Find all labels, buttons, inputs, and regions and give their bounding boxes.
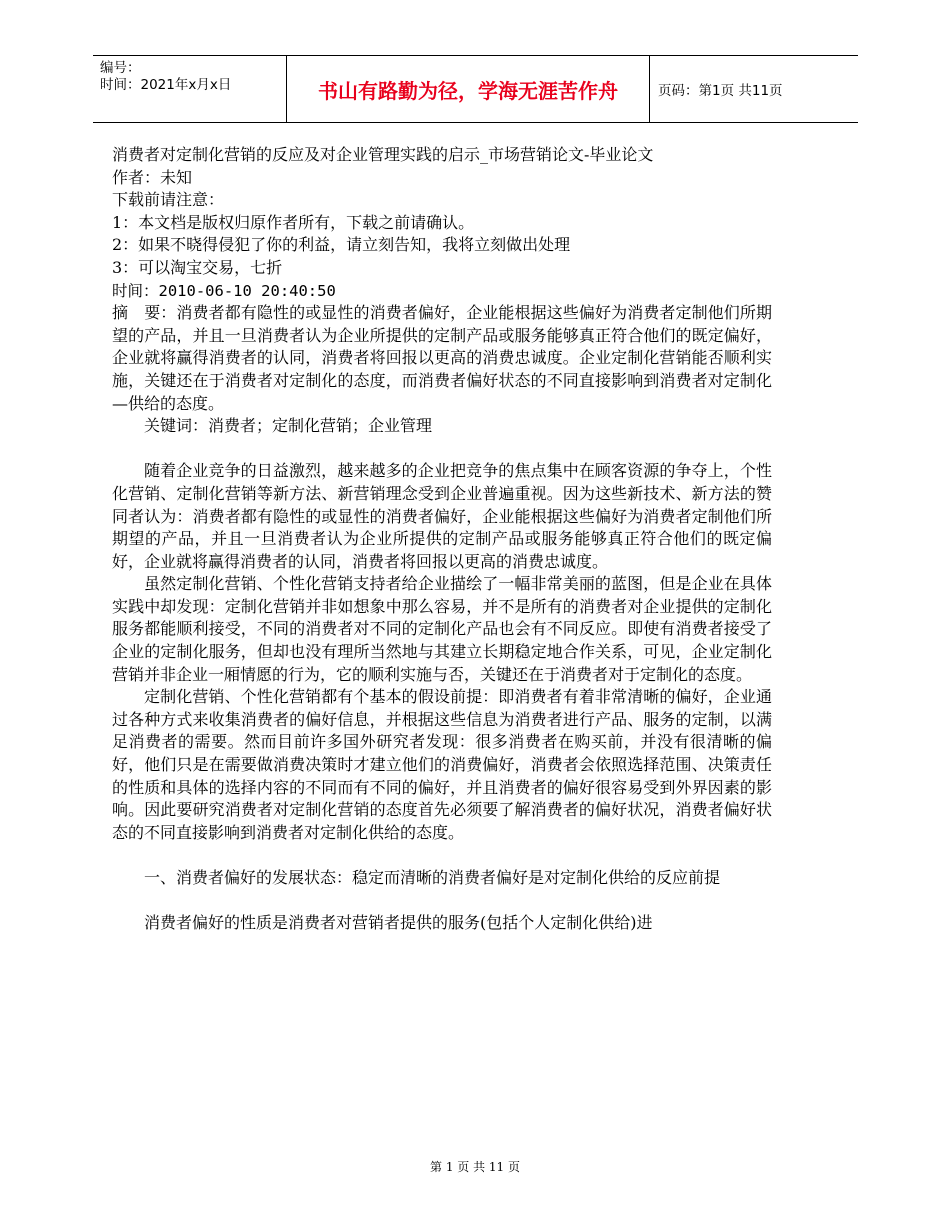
document-body [112, 144, 772, 935]
download-notice [112, 189, 772, 279]
abstract: 摘 要：消费者都有隐性的或显性的消费者偏好，企业能根据这些偏好为消费者定制他们所期望的产品，并且一旦消费者认为企业所提供的定制产品或服务能够真正符合他们的既定偏好，企业就将赢得消费者的认同，消费者将回报以更高的消费忠诚度。企业定制化营销能否顺利实施，关键还在于消费者对定制化的态度，而消费者偏好状态的不同直接影响到消费者对定制化—供给的态度。 [112, 303, 772, 413]
page-footer: 第 1 页 共 11 页 [430, 1160, 520, 1174]
spacer [112, 890, 772, 913]
page-header [93, 55, 858, 123]
notice-item: 2：如果不晓得侵犯了你的利益，请立刻告知，我将立刻做出处理 [112, 235, 571, 255]
header-time-label: 时间：2021年x月x日 [100, 77, 232, 93]
notice-heading: 下载前请注意： [112, 190, 225, 210]
document-author: 作者：未知 [112, 167, 193, 187]
notice-item: 3：可以淘宝交易，七折 [112, 257, 283, 277]
section-heading: 一、消费者偏好的发展状态：稳定而清晰的消费者偏好是对定制化供给的反应前提 [144, 868, 721, 887]
document-title: 消费者对定制化营销的反应及对企业管理实践的启示_市场营销论文-毕业论文 [112, 145, 654, 164]
body-paragraph: 随着企业竞争的日益激烈，越来越多的企业把竞争的焦点集中在顾客资源的争夺上，个性化营销、定制化营销等新方法、新营销理念受到企业普遍重视。因为这些新技术、新方法的赞同者认为：消费者都有隐性的或显性的消费者偏好，企业能根据这些偏好为消费者定制他们所期望的产品，并且一旦消费者认为企业所提供的定制产品或服务能够真正符合他们的既定偏好，企业就将赢得消费者的认同，消费者将回报以更高的消费忠诚度。 [112, 461, 772, 571]
document-time: 时间：2010-06-10 20:40:50 [112, 281, 336, 300]
header-motto: 书山有路勤为径，学海无涯苦作舟 [286, 56, 650, 122]
spacer [112, 844, 772, 867]
spacer [112, 438, 772, 461]
keywords: 关键词：消费者；定制化营销；企业管理 [144, 416, 433, 436]
notice-item: 1：本文档是版权归原作者所有，下载之前请确认。 [112, 212, 475, 232]
body-paragraph: 消费者偏好的性质是消费者对营销者提供的服务(包括个人定制化供给)进 [144, 913, 653, 933]
body-paragraph: 虽然定制化营销、个性化营销支持者给企业描绘了一幅非常美丽的蓝图，但是企业在具体实践中却发现：定制化营销并非如想象中那么容易，并不是所有的消费者对企业提供的定制化服务都能顺利接受，不同的消费者对不同的定制化产品也会有不同反应。即使有消费者接受了企业的定制化服务，但却也没有理所当然地与其建立长期稳定地合作关系，可见，企业定制化营销并非企业一厢情愿的行为，它的顺利实施与否，关键还在于消费者对于定制化的态度。 [112, 574, 772, 684]
header-meta [93, 56, 286, 122]
header-number-label: 编号： [100, 60, 141, 76]
header-page-info: 页码：第1页 共11页 [658, 83, 783, 99]
body-paragraph: 定制化营销、个性化营销都有个基本的假设前提：即消费者有着非常清晰的偏好，企业通过各种方式来收集消费者的偏好信息，并根据这些信息为消费者进行产品、服务的定制，以满足消费者的需要。然而目前许多国外研究者发现：很多消费者在购买前，并没有很清晰的偏好，他们只是在需要做消费决策时才建立他们的消费偏好，消费者会依照选择范围、决策责任的性质和具体的选择内容的不同而有不同的偏好，并且消费者的偏好很容易受到外界因素的影响。因此要研究消费者对定制化营销的态度首先必须要了解消费者的偏好状况，消费者偏好状态的不同直接影响到消费者对定制化供给的态度。 [112, 687, 772, 842]
